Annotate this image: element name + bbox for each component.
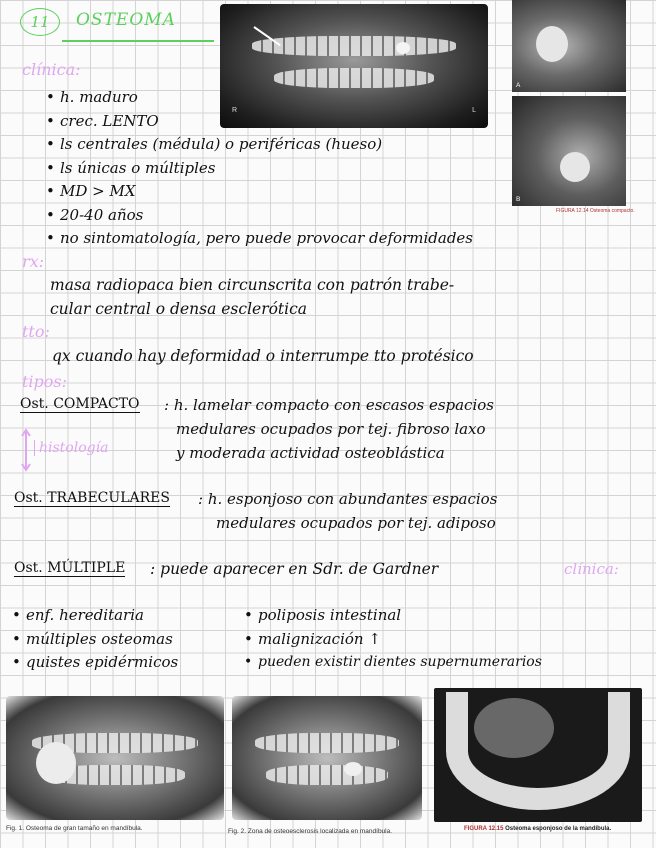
ost-compacto-label: Ost. COMPACTO xyxy=(20,396,140,412)
section-number-badge: 11 xyxy=(20,8,60,36)
trabeculares-line-1: : h. esponjoso con abundantes espacios xyxy=(198,490,498,508)
figure-text: Osteoma esponjoso de la mandíbula. xyxy=(505,826,612,832)
xray-figure-b xyxy=(512,96,626,206)
histologia-label: histología xyxy=(34,440,108,456)
list-item: • malignización ↑ xyxy=(244,628,652,652)
ost-multiple-label: Ost. MÚLTIPLE xyxy=(14,560,126,576)
figure-label-b: B xyxy=(516,196,521,203)
lesion-mark xyxy=(36,742,76,784)
list-item: • MD > MX xyxy=(46,180,646,204)
list-item: • ls centrales (médula) o periféricas (hueso) xyxy=(46,133,646,157)
list-item: • crec. LENTO xyxy=(46,110,646,134)
tto-heading: tto: xyxy=(22,322,50,341)
list-item: • no sintomatología, pero puede provocar deformidades xyxy=(46,227,646,251)
list-item: • h. maduro xyxy=(46,86,646,110)
lesion-mark xyxy=(536,26,568,62)
lesion-mark xyxy=(344,762,362,776)
double-arrow-icon xyxy=(24,428,28,470)
xray-figure-a xyxy=(512,0,626,92)
xray-fig-2 xyxy=(232,696,422,820)
title-block xyxy=(20,6,200,42)
rx-line-2: cular central o densa esclerótica xyxy=(50,300,308,318)
lesion-mark xyxy=(560,152,590,182)
tipos-heading: tipos: xyxy=(22,372,68,391)
figure-label-a: A xyxy=(516,82,521,89)
panoramic-xray-top xyxy=(220,4,488,128)
list-item: • ls únicas o múltiples xyxy=(46,157,646,181)
xray-side-label-r: R xyxy=(232,107,238,114)
clinica-heading: clínica: xyxy=(22,60,81,79)
figure-caption-right: FIGURA 12.14 Osteoma compacto. xyxy=(556,208,635,214)
list-item: • quistes epidérmicos xyxy=(12,651,242,675)
xray-fig-1 xyxy=(6,696,224,820)
list-item: • pueden existir dientes supernumerarios xyxy=(244,651,652,675)
rx-heading: rx: xyxy=(22,252,45,271)
rx-line-1: masa radiopaca bien circunscrita con patrón trabe- xyxy=(50,276,455,294)
compacto-line-3: y moderada actividad osteoblástica xyxy=(176,444,445,462)
title-underline xyxy=(62,40,214,42)
list-item: • enf. hereditaria xyxy=(12,604,242,628)
page-title: OSTEOMA xyxy=(76,10,176,30)
compacto-line-2: medulares ocupados por tej. fibroso laxo xyxy=(176,420,486,438)
gardner-list-left xyxy=(12,604,242,675)
tto-text: qx cuando hay deformidad o interrumpe tto protésico xyxy=(52,347,474,365)
figure-caption-2: Fig. 2. Zona de osteoesclerosis localizada en mandíbula. xyxy=(228,828,393,835)
list-item: • múltiples osteomas xyxy=(12,628,242,652)
figure-caption-3 xyxy=(464,826,611,832)
list-item: • 20-40 años xyxy=(46,204,646,228)
lesion-mark xyxy=(396,42,410,54)
figure-number: FIGURA 12.15 xyxy=(464,826,504,832)
xray-side-label-l: L xyxy=(472,107,476,114)
multiple-text: : puede aparecer en Sdr. de Gardner xyxy=(150,560,439,578)
list-item: • poliposis intestinal xyxy=(244,604,652,628)
ost-trabeculares-label: Ost. TRABECULARES xyxy=(14,490,170,506)
xray-fig-3 xyxy=(434,688,642,822)
multiple-clinica-label: clínica: xyxy=(564,560,619,578)
figure-caption-1: Fig. 1. Osteoma de gran tamaño en mandíbula. xyxy=(6,825,143,832)
compacto-line-1: : h. lamelar compacto con escasos espacios xyxy=(164,396,494,414)
trabeculares-line-2: medulares ocupados por tej. adiposo xyxy=(216,514,496,532)
gardner-list-right xyxy=(244,604,652,675)
